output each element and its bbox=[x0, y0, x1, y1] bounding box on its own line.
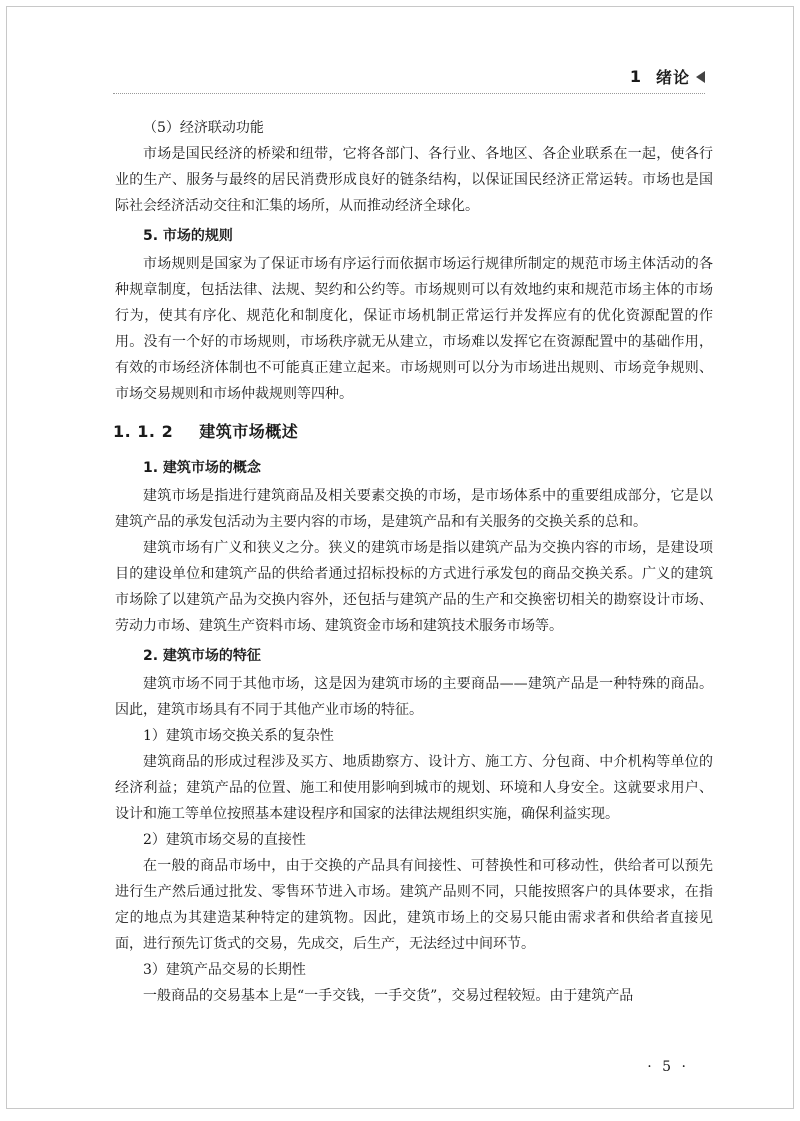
subsection-heading: 2. 建筑市场的特征 bbox=[143, 648, 261, 664]
page-number: · 5 · bbox=[647, 1059, 689, 1075]
paragraph-subheading: 1）建筑市场交换关系的复杂性 bbox=[143, 728, 334, 744]
subsection-heading: 5. 市场的规则 bbox=[143, 228, 233, 244]
paragraph: 在一般的商品市场中，由于交换的产品具有间接性、可替换性和可移动性，供给者可以预先进行生产然后通过批发、零售环节进入市场。建筑产品则不同，只能按照客户的具体要求，在指定的地点为其建造某种特定的建筑物。因此，建筑市场上的交易只能由需求者和供给者直接见面，进行预先订货式的交易，先成交，后生产，无法经过中间环节。 bbox=[115, 858, 713, 952]
paragraph: 一般商品的交易基本上是“一手交钱，一手交货”，交易过程较短。由于建筑产品 bbox=[143, 988, 634, 1004]
paragraph: 市场是国民经济的桥梁和纽带，它将各部门、各行业、各地区、各企业联系在一起，使各行业的生产、服务与最终的居民消费形成良好的链条结构，以保证国民经济正常运转。市场也是国际社会经济活动交往和汇集的场所，从而推动经济全球化。 bbox=[115, 146, 713, 214]
paragraph-subheading: 2）建筑市场交易的直接性 bbox=[143, 832, 306, 848]
left-triangle-icon bbox=[696, 71, 705, 83]
section-number: 1. 1. 2 bbox=[113, 422, 174, 441]
paragraph: 建筑市场不同于其他市场，这是因为建筑市场的主要商品——建筑产品是一种特殊的商品。因此，建筑市场具有不同于其他产业市场的特征。 bbox=[115, 676, 713, 718]
paragraph-subheading: （5）经济联动功能 bbox=[143, 120, 264, 136]
header-rule bbox=[113, 93, 705, 94]
paragraph: 建筑商品的形成过程涉及买方、地质勘察方、设计方、施工方、分包商、中介机构等单位的经济利益；建筑产品的位置、施工和使用影响到城市的规划、环境和人身安全。这就要求用户、设计和施工等单位按照基本建设程序和国家的法律法规组织实施，确保利益实现。 bbox=[115, 754, 713, 822]
paragraph: 建筑市场是指进行建筑商品及相关要素交换的市场，是市场体系中的重要组成部分，它是以建筑产品的承发包活动为主要内容的市场，是建筑产品和有关服务的交换关系的总和。 bbox=[115, 488, 713, 530]
section-title: 建筑市场概述 bbox=[199, 422, 299, 441]
chapter-number: 1 bbox=[629, 67, 642, 86]
section-heading bbox=[113, 419, 713, 445]
paragraph: 市场规则是国家为了保证市场有序运行而依据市场运行规律所制定的规范市场主体活动的各种规章制度，包括法律、法规、契约和公约等。市场规则可以有效地约束和规范市场主体的市场行为，使其有序化、规范化和制度化，保证市场机制正常运行并发挥应有的优化资源配置的作用。没有一个好的市场规则，市场秩序就无从建立，市场难以发挥它在资源配置中的基础作用，有效的市场经济体制也不可能真正建立起来。市场规则可以分为市场进出规则、市场竞争规则、市场交易规则和市场仲裁规则等四种。 bbox=[115, 256, 713, 402]
running-head bbox=[630, 65, 705, 88]
paragraph: 建筑市场有广义和狭义之分。狭义的建筑市场是指以建筑产品为交换内容的市场，是建设项目的建设单位和建筑产品的供给者通过招标投标的方式进行承发包的商品交换关系。广义的建筑市场除了以建筑产品为交换内容外，还包括与建筑产品的生产和交换密切相关的勘察设计市场、劳动力市场、建筑生产资料市场、建筑资金市场和建筑技术服务市场等。 bbox=[115, 540, 713, 634]
page-body bbox=[115, 115, 713, 1009]
paragraph-subheading: 3）建筑产品交易的长期性 bbox=[143, 962, 306, 978]
document-page bbox=[6, 6, 794, 1109]
subsection-heading: 1. 建筑市场的概念 bbox=[143, 460, 261, 476]
chapter-title: 绪论 bbox=[655, 68, 690, 87]
